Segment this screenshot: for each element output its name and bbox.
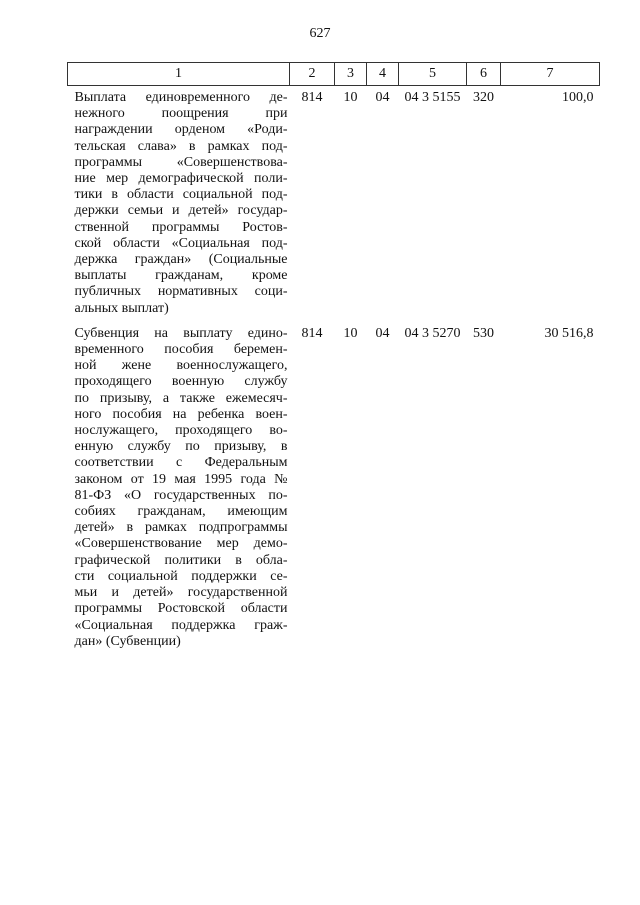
cell-subsection-code: 04 [375, 90, 390, 105]
description-line: 81-ФЗ «О государственных по- [74, 487, 288, 503]
description-line: ственной программы Ростов- [74, 219, 288, 235]
description-line: дан» (Субвенции) [74, 633, 181, 649]
description-line: выплаты гражданам, кроме [74, 268, 288, 284]
cell-amount: 30 516,8 [544, 325, 594, 341]
description-line: ного пособия на ребенка воен- [74, 406, 288, 422]
description-line: законом от 19 мая 1995 года № [74, 471, 288, 487]
header-col-4: 4 [367, 63, 399, 86]
description-line: ской области «Социальная под- [74, 235, 288, 251]
description-line: тики в области социальной под- [74, 187, 288, 203]
cell-target-article: 04 3 5155 [404, 90, 461, 105]
header-col-5: 5 [399, 63, 467, 86]
cell-ministry-code: 814 [301, 90, 323, 105]
cell-target-article: 04 3 5270 [404, 325, 461, 341]
description-line: временного пособия беремен- [74, 342, 288, 358]
header-col-7: 7 [501, 63, 600, 86]
row-description [68, 317, 290, 650]
table-row [68, 317, 600, 650]
description-line: тельская слава» в рамках под- [74, 138, 288, 154]
table-row [68, 86, 600, 317]
header-col-2: 2 [290, 63, 335, 86]
description-line: программы Ростовской области [74, 601, 288, 617]
row-description [68, 86, 290, 317]
description-line: детей» в рамках подпрограммы [74, 520, 288, 536]
description-line: держки семьи и детей» государ- [74, 203, 288, 219]
cell-amount: 100,0 [562, 90, 594, 105]
header-col-1: 1 [68, 63, 290, 86]
description-line: мьи и детей» государственной [74, 585, 288, 601]
description-line: «Совершенствование мер демо- [74, 536, 288, 552]
description-line: графической политики в обла- [74, 552, 288, 568]
header-col-3: 3 [335, 63, 367, 86]
description-line: «Социальная поддержка граж- [74, 617, 288, 633]
description-line: ние мер демографической поли- [74, 171, 288, 187]
header-col-6: 6 [467, 63, 501, 86]
cell-expense-type: 320 [473, 90, 494, 105]
description-line: Субвенция на выплату едино- [74, 325, 288, 341]
cell-section-code: 10 [343, 90, 358, 105]
description-line: программы «Совершенствова- [74, 154, 288, 170]
table-header-row [68, 63, 600, 86]
description-line: проходящего военную службу [74, 374, 288, 390]
cell-expense-type: 530 [473, 325, 494, 341]
description-line: держка граждан» (Социальные [74, 252, 288, 268]
budget-table [67, 62, 600, 650]
description-line: собиях гражданам, имеющим [74, 504, 288, 520]
description-line: енную службу по призыву, в [74, 439, 288, 455]
description-line: Выплата единовременного де- [74, 90, 288, 105]
page-number: 627 [309, 26, 331, 41]
cell-ministry-code: 814 [301, 325, 323, 341]
description-line: ной жене военнослужащего, [74, 358, 288, 374]
cell-section-code: 10 [343, 325, 358, 341]
description-line: награждении орденом «Роди- [74, 122, 288, 138]
description-line: сти социальной поддержки се- [74, 568, 288, 584]
description-line: нослужащего, проходящего во- [74, 423, 288, 439]
description-line: нежного поощрения при [74, 106, 288, 122]
description-line: по призыву, а также ежемесяч- [74, 390, 288, 406]
description-line: публичных нормативных соци- [74, 284, 288, 300]
cell-subsection-code: 04 [375, 325, 390, 341]
description-line: соответствии с Федеральным [74, 455, 288, 471]
description-line: альных выплат) [74, 300, 169, 316]
